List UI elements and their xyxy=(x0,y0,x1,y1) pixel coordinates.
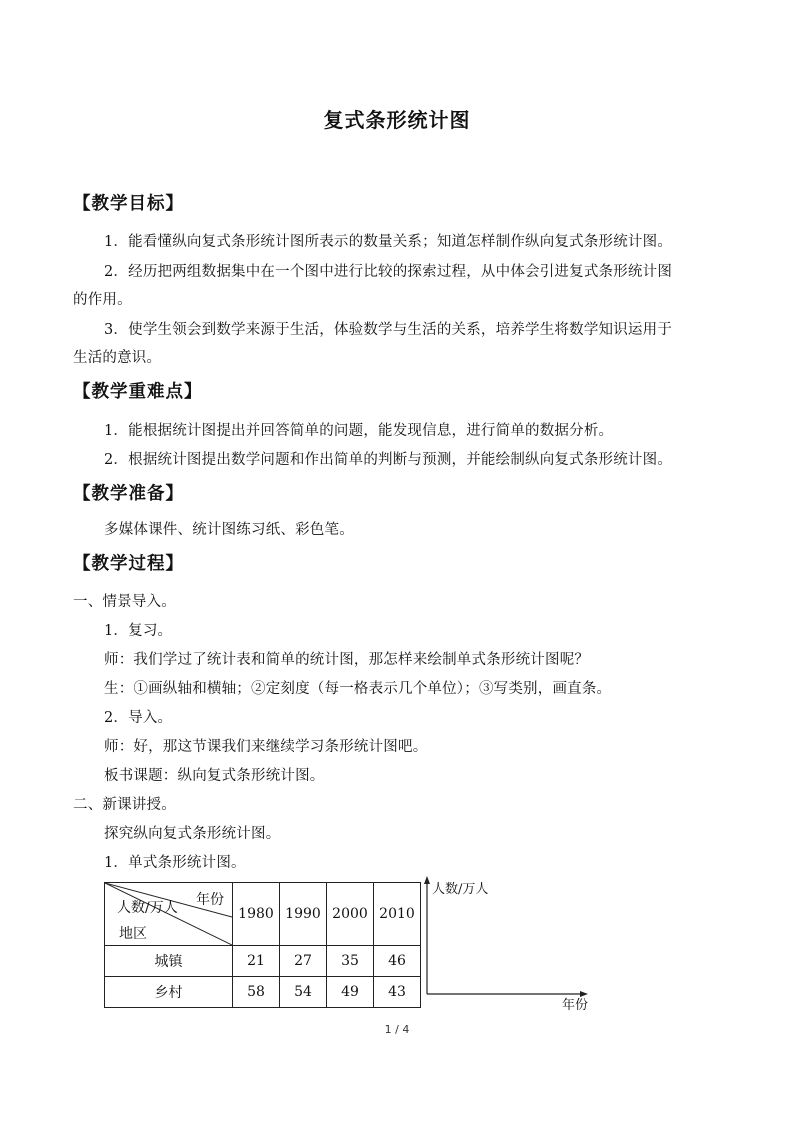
region-cell: 乡村 xyxy=(105,977,233,1008)
header-region-label: 地区 xyxy=(119,926,147,942)
process-1-1: 1．复习。 xyxy=(104,623,173,639)
x-axis-label: 年份 xyxy=(562,998,589,1013)
value-cell: 46 xyxy=(374,946,421,977)
table-row xyxy=(105,946,421,977)
table-row xyxy=(105,977,421,1008)
process-section-2: 二、新课讲授。 xyxy=(73,797,176,813)
process-1-3: 生：①画纵轴和横轴；②定刻度（每一格表示几个单位）；③写类别，画直条。 xyxy=(104,681,612,697)
process-1-4: 2．导入。 xyxy=(104,710,173,726)
process-2-1: 探究纵向复式条形统计图。 xyxy=(104,826,281,842)
header-year-label: 年份 xyxy=(196,892,224,908)
value-cell: 49 xyxy=(327,977,374,1008)
page-title: 复式条形统计图 xyxy=(323,108,471,132)
population-table xyxy=(104,882,421,1008)
process-1-5: 师：好，那这节课我们来继续学习条形统计图吧。 xyxy=(104,739,428,755)
preparation-text: 多媒体课件、统计图练习纸、彩色笔。 xyxy=(104,522,354,538)
goal-2-line-2: 的作用。 xyxy=(73,292,132,308)
year-header-cell: 2010 xyxy=(374,883,421,946)
value-cell: 43 xyxy=(374,977,421,1008)
header-people-label: 人数/万人 xyxy=(117,900,178,916)
year-header-cell: 2000 xyxy=(327,883,374,946)
heading-key-points: 【教学重难点】 xyxy=(73,382,203,402)
y-axis-label: 人数/万人 xyxy=(432,882,489,897)
process-1-2: 师：我们学过了统计表和简单的统计图，那怎样来绘制单式条形统计图呢？ xyxy=(104,652,590,668)
process-2-2: 1．单式条形统计图。 xyxy=(104,855,246,871)
heading-goals: 【教学目标】 xyxy=(73,194,184,214)
process-section-1: 一、情景导入。 xyxy=(73,594,176,610)
goal-2-line-1: 2．经历把两组数据集中在一个图中进行比较的探索过程，从中体会引进复式条形统计图 xyxy=(104,264,673,280)
goal-3-line-1: 3．使学生领会到数学来源于生活，体验数学与生活的关系，培养学生将数学知识运用于 xyxy=(104,322,673,338)
value-cell: 35 xyxy=(327,946,374,977)
goal-1: 1．能看懂纵向复式条形统计图所表示的数量关系；知道怎样制作纵向复式条形统计图。 xyxy=(104,234,673,250)
process-1-6: 板书课题：纵向复式条形统计图。 xyxy=(104,768,325,784)
year-header-cell: 1990 xyxy=(280,883,327,946)
value-cell: 27 xyxy=(280,946,327,977)
key-point-1: 1．能根据统计图提出并回答简单的问题，能发现信息，进行简单的数据分析。 xyxy=(104,423,614,439)
heading-preparation: 【教学准备】 xyxy=(73,484,184,504)
key-point-2: 2．根据统计图提出数学问题和作出简单的判断与预测，并能绘制纵向复式条形统计图。 xyxy=(104,452,673,468)
region-cell: 城镇 xyxy=(105,946,233,977)
value-cell: 21 xyxy=(233,946,280,977)
table-header-diagonal-cell xyxy=(105,883,233,946)
y-axis-arrow xyxy=(424,876,430,884)
goal-3-line-2: 生活的意识。 xyxy=(73,350,162,366)
year-header-cell: 1980 xyxy=(233,883,280,946)
page-number: 1 / 4 xyxy=(384,1023,410,1036)
value-cell: 54 xyxy=(280,977,327,1008)
value-cell: 58 xyxy=(233,977,280,1008)
heading-process: 【教学过程】 xyxy=(73,554,184,574)
